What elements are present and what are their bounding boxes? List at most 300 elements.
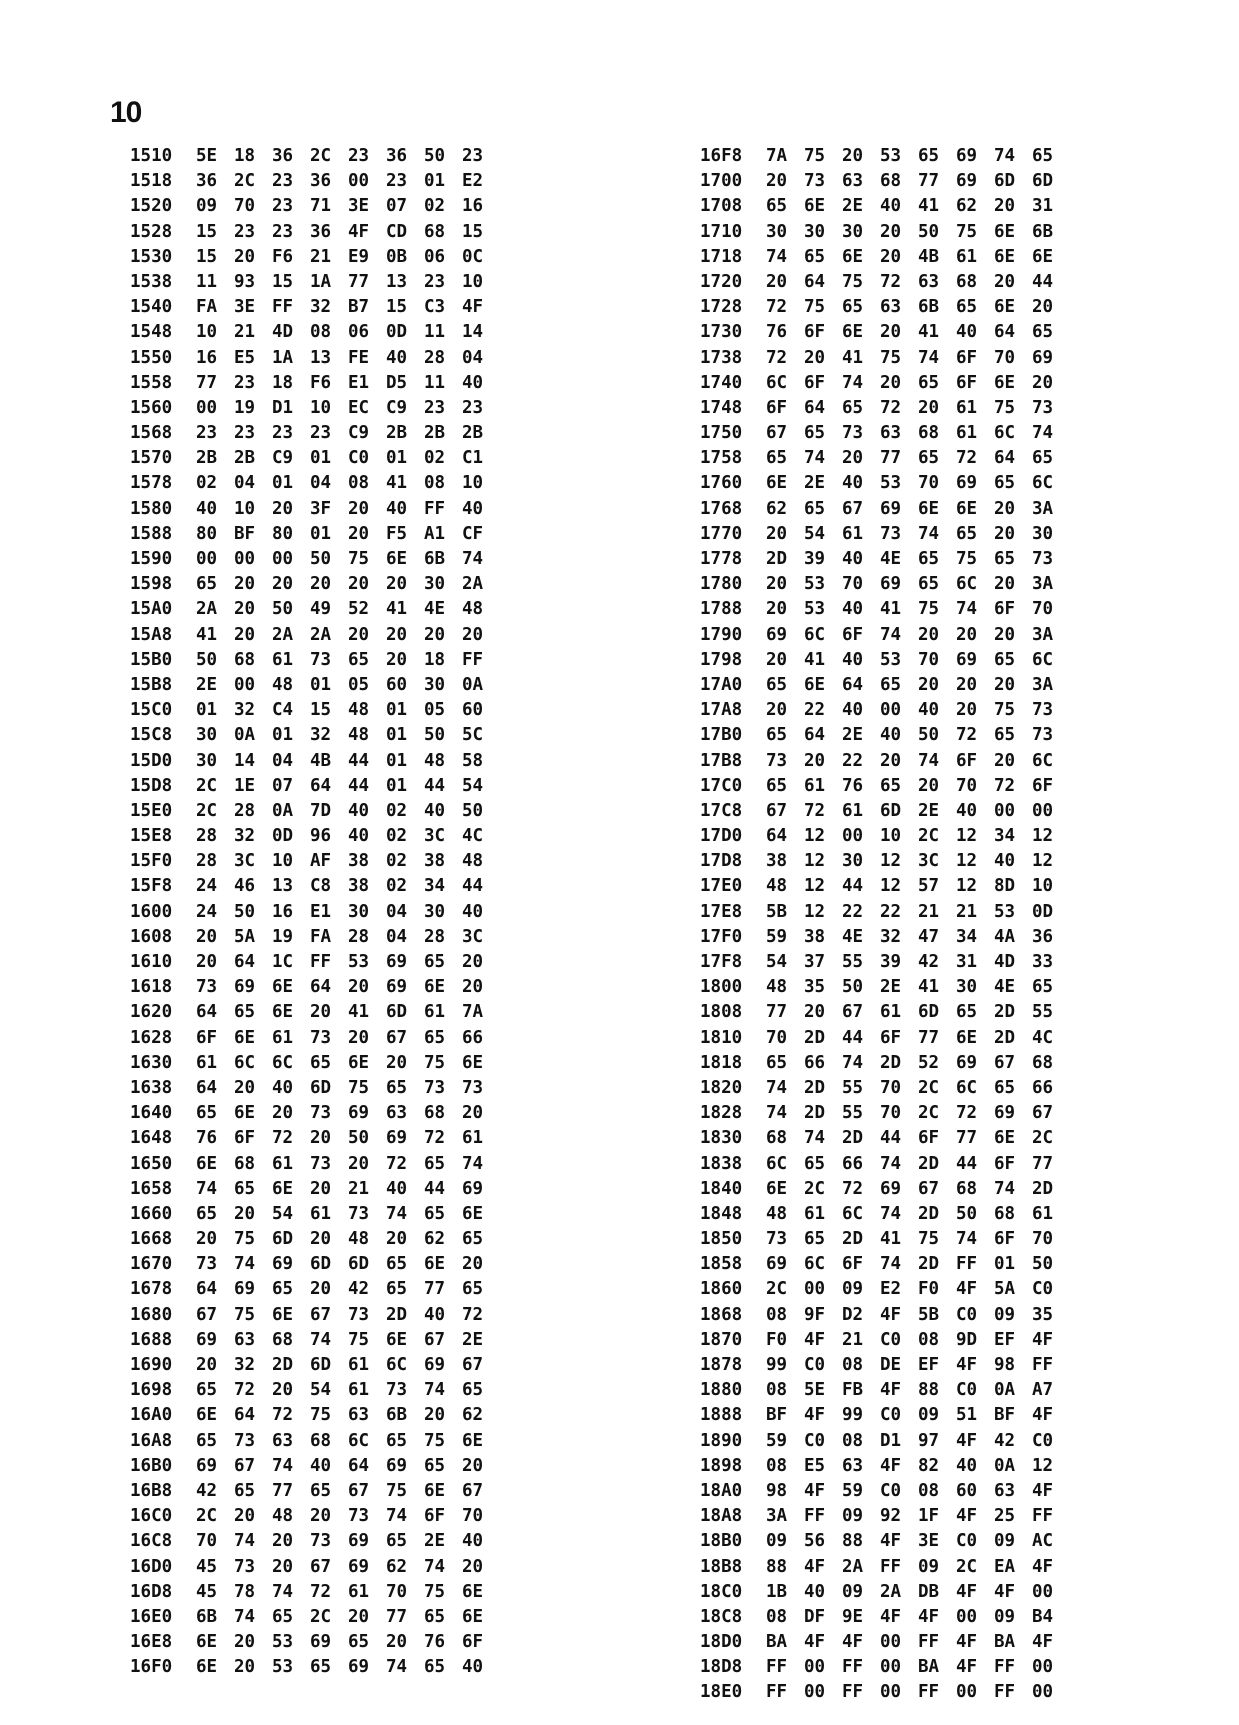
hex-byte: 31 xyxy=(1032,196,1054,217)
hex-byte: 10 xyxy=(1032,876,1054,897)
hex-byte: 75 xyxy=(918,599,940,620)
hex-byte: 08 xyxy=(918,1480,940,1501)
hex-byte: 00 xyxy=(804,1682,826,1703)
hex-byte: 74 xyxy=(766,1103,788,1124)
hex-byte: 6E xyxy=(272,1304,294,1325)
row-address: 1550 xyxy=(130,347,173,368)
hex-byte: 00 xyxy=(956,1682,978,1703)
hex-byte: 09 xyxy=(994,1531,1016,1552)
hex-byte: 0A xyxy=(994,1455,1016,1476)
hex-byte: 65 xyxy=(272,1279,294,1300)
hex-row xyxy=(130,169,500,194)
hex-byte: 74 xyxy=(766,246,788,267)
hex-byte: 6E xyxy=(956,498,978,519)
row-address: 1628 xyxy=(130,1027,173,1048)
hex-byte: 41 xyxy=(804,649,826,670)
hex-byte: 24 xyxy=(196,901,218,922)
hex-byte: 00 xyxy=(804,1279,826,1300)
hex-byte: 72 xyxy=(462,1304,484,1325)
hex-byte: 4F xyxy=(804,1556,826,1577)
hex-row xyxy=(700,547,1070,572)
hex-byte: 99 xyxy=(766,1355,788,1375)
hex-byte: 19 xyxy=(234,397,256,418)
hex-byte: 20 xyxy=(462,1254,484,1275)
hex-byte: DE xyxy=(880,1355,902,1375)
row-address: 15F0 xyxy=(130,851,173,872)
hex-byte: 20 xyxy=(424,624,446,645)
row-address: 1618 xyxy=(130,977,173,998)
hex-byte: 15 xyxy=(272,271,294,292)
hex-byte: 20 xyxy=(386,649,408,670)
hex-byte: 60 xyxy=(386,674,408,695)
hex-byte: 23 xyxy=(234,221,256,242)
hex-byte: 57 xyxy=(918,876,940,897)
hex-byte: 01 xyxy=(272,725,294,746)
hex-byte: 20 xyxy=(348,977,370,998)
hex-byte: 20 xyxy=(348,624,370,645)
hex-byte: 6E xyxy=(424,977,446,998)
hex-byte: 4B xyxy=(918,246,940,267)
hex-byte: 60 xyxy=(462,700,484,721)
row-address: 1600 xyxy=(130,901,173,922)
hex-row xyxy=(700,320,1070,345)
hex-byte: 02 xyxy=(386,851,408,872)
hex-byte: 61 xyxy=(424,1002,446,1023)
hex-byte: 09 xyxy=(766,1531,788,1552)
hex-byte: 08 xyxy=(766,1606,788,1627)
hex-byte: 6E xyxy=(424,1254,446,1275)
hex-byte: 70 xyxy=(462,1506,484,1527)
hex-byte: 6E xyxy=(956,1027,978,1048)
hex-byte: 23 xyxy=(272,423,294,444)
hex-byte: 6E xyxy=(766,473,788,494)
hex-byte: 63 xyxy=(386,1103,408,1124)
hex-byte: 02 xyxy=(196,473,218,494)
hex-byte: 63 xyxy=(880,297,902,318)
hex-byte: 77 xyxy=(424,1279,446,1300)
hex-byte: 20 xyxy=(234,599,256,620)
hex-byte: EA xyxy=(994,1556,1016,1577)
hex-byte: 71 xyxy=(310,196,332,217)
hex-byte: 4F xyxy=(994,1581,1016,1602)
hex-byte: 66 xyxy=(1032,1077,1054,1098)
hex-byte: 36 xyxy=(1032,926,1054,947)
hex-byte: 50 xyxy=(310,549,332,569)
hex-byte: 3C xyxy=(234,851,256,872)
hex-byte: 20 xyxy=(386,624,408,645)
row-address: 1768 xyxy=(700,498,743,519)
hex-byte: 67 xyxy=(234,1455,256,1476)
hex-byte: 4C xyxy=(462,826,484,847)
hex-byte: 44 xyxy=(348,750,370,771)
hex-byte: 69 xyxy=(956,473,978,494)
hex-byte: 33 xyxy=(1032,952,1054,972)
row-address: 1850 xyxy=(700,1229,743,1250)
hex-byte: 20 xyxy=(310,1229,332,1250)
hex-byte: 64 xyxy=(804,725,826,746)
hex-byte: 6F xyxy=(918,1128,940,1149)
hex-byte: 16 xyxy=(196,347,218,368)
hex-byte: 73 xyxy=(842,423,864,444)
hex-byte: 75 xyxy=(956,549,978,569)
hex-row xyxy=(130,1303,500,1328)
hex-byte: 41 xyxy=(880,1229,902,1250)
hex-byte: 20 xyxy=(766,599,788,620)
hex-byte: 12 xyxy=(804,901,826,922)
hex-byte: 16 xyxy=(462,196,484,217)
hex-byte: C9 xyxy=(386,397,408,418)
hex-byte: 6F xyxy=(1032,775,1054,796)
hex-byte: 70 xyxy=(1032,1229,1054,1250)
hex-byte: 72 xyxy=(956,448,978,469)
hex-byte: 62 xyxy=(956,196,978,217)
hex-byte: 52 xyxy=(918,1052,940,1073)
hex-row xyxy=(700,1051,1070,1076)
hex-byte: 80 xyxy=(272,523,294,544)
hex-byte: 10 xyxy=(234,498,256,519)
hex-byte: 70 xyxy=(918,473,940,494)
hex-byte: 2D xyxy=(1032,1178,1054,1199)
hex-byte: 88 xyxy=(918,1380,940,1401)
hex-byte: 4B xyxy=(310,750,332,771)
hex-byte: 6C xyxy=(804,624,826,645)
hex-byte: 42 xyxy=(348,1279,370,1300)
hex-byte: 12 xyxy=(956,851,978,872)
hex-byte: 15 xyxy=(462,221,484,242)
hex-byte: 96 xyxy=(310,826,332,847)
hex-byte: 65 xyxy=(766,196,788,217)
hex-byte: 2D xyxy=(766,549,788,569)
hex-byte: 6E xyxy=(994,221,1016,242)
hex-byte: 21 xyxy=(918,901,940,922)
hex-row xyxy=(130,295,500,320)
hex-byte: 20 xyxy=(842,146,864,166)
hex-byte: 65 xyxy=(766,1052,788,1073)
hex-row xyxy=(130,270,500,295)
hex-byte: 10 xyxy=(462,271,484,292)
row-address: 1680 xyxy=(130,1304,173,1325)
hex-byte: 20 xyxy=(462,977,484,998)
hex-byte: 69 xyxy=(956,649,978,670)
hex-byte: 4F xyxy=(1032,1480,1054,1501)
hex-byte: 69 xyxy=(348,1556,370,1577)
hex-byte: 00 xyxy=(842,826,864,847)
hex-byte: 70 xyxy=(234,196,256,217)
hex-byte: 74 xyxy=(956,1229,978,1250)
hex-byte: 40 xyxy=(956,1455,978,1476)
hex-byte: 12 xyxy=(1032,1455,1054,1476)
hex-byte: 20 xyxy=(234,1657,256,1678)
row-address: 1710 xyxy=(700,221,743,242)
hex-byte: FF xyxy=(310,952,332,972)
hex-byte: 68 xyxy=(234,649,256,670)
hex-byte: 72 xyxy=(272,1405,294,1426)
hex-byte: 74 xyxy=(880,624,902,645)
hex-byte: 44 xyxy=(424,775,446,796)
hex-byte: 65 xyxy=(386,1077,408,1098)
hex-byte: FA xyxy=(310,926,332,947)
hex-byte: 2C xyxy=(804,1178,826,1199)
hex-row xyxy=(700,673,1070,698)
hex-byte: 67 xyxy=(462,1355,484,1375)
hex-byte: 20 xyxy=(766,700,788,721)
hex-byte: 53 xyxy=(880,146,902,166)
hex-row xyxy=(130,698,500,723)
hex-byte: 72 xyxy=(766,297,788,318)
hex-byte: 4C xyxy=(1032,1027,1054,1048)
row-address: 18B8 xyxy=(700,1556,743,1577)
row-address: 16D8 xyxy=(130,1581,173,1602)
hex-byte: 23 xyxy=(272,171,294,192)
hex-byte: 77 xyxy=(272,1480,294,1501)
hex-byte: 40 xyxy=(196,498,218,519)
hex-byte: 6E xyxy=(196,1657,218,1678)
hex-byte: 16 xyxy=(272,901,294,922)
hex-byte: 12 xyxy=(880,876,902,897)
hex-byte: 10 xyxy=(462,473,484,494)
hex-row xyxy=(700,1026,1070,1051)
hex-byte: 98 xyxy=(994,1355,1016,1375)
hex-row xyxy=(130,1555,500,1580)
hex-byte: 65 xyxy=(424,1203,446,1224)
hex-byte: 20 xyxy=(386,574,408,595)
hex-byte: 70 xyxy=(842,574,864,595)
hex-byte: 69 xyxy=(386,952,408,972)
hex-byte: 6F xyxy=(842,1254,864,1275)
hex-byte: 08 xyxy=(310,322,332,343)
hex-byte: 4F xyxy=(880,1531,902,1552)
hex-byte: 72 xyxy=(842,1178,864,1199)
hex-byte: 93 xyxy=(234,271,256,292)
hex-byte: FF xyxy=(918,1632,940,1653)
hex-row xyxy=(700,497,1070,522)
hex-byte: DF xyxy=(804,1606,826,1627)
hex-byte: 28 xyxy=(348,926,370,947)
hex-byte: 3F xyxy=(310,498,332,519)
hex-byte: 61 xyxy=(804,1203,826,1224)
hex-byte: 20 xyxy=(880,372,902,393)
hex-byte: 1C xyxy=(272,952,294,972)
hex-byte: 65 xyxy=(310,1052,332,1073)
row-address: 1880 xyxy=(700,1380,743,1401)
hex-byte: 21 xyxy=(348,1178,370,1199)
row-address: 1830 xyxy=(700,1128,743,1149)
hex-byte: 20 xyxy=(462,624,484,645)
hex-byte: 68 xyxy=(310,1430,332,1451)
hex-row xyxy=(130,421,500,446)
hex-byte: 3A xyxy=(1032,624,1054,645)
hex-byte: 2D xyxy=(994,1027,1016,1048)
hex-byte: 48 xyxy=(348,700,370,721)
hex-byte: 44 xyxy=(842,876,864,897)
hex-byte: 2C xyxy=(918,1077,940,1098)
hex-byte: 23 xyxy=(234,372,256,393)
hex-byte: C1 xyxy=(462,448,484,469)
hex-byte: 40 xyxy=(310,1455,332,1476)
hex-byte: 12 xyxy=(956,826,978,847)
hex-row xyxy=(700,396,1070,421)
row-address: 1690 xyxy=(130,1355,173,1375)
hex-byte: 20 xyxy=(956,674,978,695)
hex-byte: 4D xyxy=(272,322,294,343)
row-address: 16C0 xyxy=(130,1506,173,1527)
row-address: 1888 xyxy=(700,1405,743,1426)
hex-byte: 69 xyxy=(462,1178,484,1199)
hex-byte: 48 xyxy=(272,674,294,695)
hex-byte: 6E xyxy=(462,1203,484,1224)
hex-row xyxy=(700,1152,1070,1177)
hex-byte: 21 xyxy=(310,246,332,267)
hex-byte: 3E xyxy=(234,297,256,318)
hex-byte: 77 xyxy=(880,448,902,469)
hex-byte: FB xyxy=(842,1380,864,1401)
hex-byte: 6F xyxy=(804,372,826,393)
hex-byte: 23 xyxy=(462,397,484,418)
hex-row xyxy=(130,749,500,774)
hex-byte: 02 xyxy=(424,196,446,217)
row-address: 17A8 xyxy=(700,700,743,721)
hex-byte: BA xyxy=(994,1632,1016,1653)
hex-byte: 4F xyxy=(956,1355,978,1375)
hex-byte: 01 xyxy=(310,448,332,469)
hex-byte: 2B xyxy=(424,423,446,444)
hex-byte: 65 xyxy=(804,423,826,444)
hex-row xyxy=(700,1303,1070,1328)
row-address: 1638 xyxy=(130,1077,173,1098)
row-address: 15F8 xyxy=(130,876,173,897)
hex-byte: BA xyxy=(766,1632,788,1653)
hex-byte: 59 xyxy=(842,1480,864,1501)
hex-byte: 4E xyxy=(880,549,902,569)
hex-row xyxy=(130,220,500,245)
hex-byte: 6B xyxy=(1032,221,1054,242)
row-address: 1898 xyxy=(700,1455,743,1476)
hex-byte: 40 xyxy=(880,725,902,746)
hex-byte: 73 xyxy=(804,171,826,192)
hex-row xyxy=(700,799,1070,824)
hex-row xyxy=(130,774,500,799)
hex-row xyxy=(700,245,1070,270)
hex-byte: 6E xyxy=(272,977,294,998)
hex-byte: 40 xyxy=(272,1077,294,1098)
hex-row xyxy=(700,900,1070,925)
hex-byte: 72 xyxy=(272,1128,294,1149)
hex-byte: 73 xyxy=(348,1203,370,1224)
hex-byte: 70 xyxy=(196,1531,218,1552)
hex-byte: 61 xyxy=(348,1355,370,1375)
hex-byte: 22 xyxy=(880,901,902,922)
hex-byte: 4F xyxy=(804,1632,826,1653)
row-address: 1780 xyxy=(700,574,743,595)
hex-byte: 52 xyxy=(348,599,370,620)
hex-byte: 75 xyxy=(842,271,864,292)
hex-byte: 9F xyxy=(804,1304,826,1325)
hex-byte: 73 xyxy=(766,750,788,771)
hex-byte: 23 xyxy=(348,146,370,166)
row-address: 1800 xyxy=(700,977,743,998)
hex-byte: 97 xyxy=(918,1430,940,1451)
hex-byte: 69 xyxy=(880,498,902,519)
hex-byte: 69 xyxy=(196,1455,218,1476)
hex-row xyxy=(700,1403,1070,1428)
hex-byte: 68 xyxy=(424,221,446,242)
hex-byte: F6 xyxy=(272,246,294,267)
hex-byte: FF xyxy=(842,1682,864,1703)
hex-byte: 73 xyxy=(310,1531,332,1552)
hex-byte: 54 xyxy=(310,1380,332,1401)
hex-byte: 00 xyxy=(880,700,902,721)
hex-byte: 36 xyxy=(272,146,294,166)
row-address: 1798 xyxy=(700,649,743,670)
hex-byte: 05 xyxy=(424,700,446,721)
hex-byte: 2D xyxy=(842,1229,864,1250)
hex-byte: 65 xyxy=(918,448,940,469)
hex-byte: 6E xyxy=(386,1329,408,1350)
hex-byte: 65 xyxy=(386,1254,408,1275)
hex-byte: 25 xyxy=(994,1506,1016,1527)
hex-byte: 15 xyxy=(310,700,332,721)
hex-byte: 74 xyxy=(196,1178,218,1199)
hex-byte: 65 xyxy=(918,574,940,595)
hex-byte: 77 xyxy=(1032,1153,1054,1174)
hex-byte: 63 xyxy=(348,1405,370,1426)
row-address: 16C8 xyxy=(130,1531,173,1552)
hex-byte: 23 xyxy=(272,196,294,217)
hex-byte: 69 xyxy=(880,1178,902,1199)
hex-byte: 65 xyxy=(994,549,1016,569)
hex-row xyxy=(130,1026,500,1051)
hex-byte: 63 xyxy=(272,1430,294,1451)
hex-byte: 61 xyxy=(310,1203,332,1224)
hex-byte: 6C xyxy=(804,1254,826,1275)
hex-row xyxy=(130,1479,500,1504)
hex-row xyxy=(700,1655,1070,1680)
hex-byte: 20 xyxy=(766,649,788,670)
hex-byte: 82 xyxy=(918,1455,940,1476)
hex-byte: 73 xyxy=(766,1229,788,1250)
hex-byte: 31 xyxy=(956,952,978,972)
row-address: 1510 xyxy=(130,146,173,166)
hex-byte: 05 xyxy=(348,674,370,695)
hex-byte: 75 xyxy=(804,146,826,166)
hex-byte: 50 xyxy=(348,1128,370,1149)
hex-byte: 40 xyxy=(804,1581,826,1602)
hex-row xyxy=(700,1000,1070,1025)
row-address: 1648 xyxy=(130,1128,173,1149)
hex-byte: 68 xyxy=(272,1329,294,1350)
hex-byte: 75 xyxy=(956,221,978,242)
row-address: 1558 xyxy=(130,372,173,393)
hex-byte: 72 xyxy=(956,1103,978,1124)
hex-byte: 88 xyxy=(842,1531,864,1552)
hex-byte: FF xyxy=(766,1657,788,1678)
hex-byte: 66 xyxy=(842,1153,864,1174)
hex-byte: 01 xyxy=(386,725,408,746)
hex-byte: 4F xyxy=(956,1430,978,1451)
hex-byte: 67 xyxy=(918,1178,940,1199)
hex-byte: 64 xyxy=(196,1279,218,1300)
hex-byte: 28 xyxy=(234,800,256,821)
hex-byte: 65 xyxy=(424,1606,446,1627)
hex-byte: 28 xyxy=(424,926,446,947)
hex-byte: 73 xyxy=(880,523,902,544)
hex-byte: 41 xyxy=(918,977,940,998)
row-address: 15C0 xyxy=(130,700,173,721)
hex-byte: C0 xyxy=(1032,1430,1054,1451)
hex-byte: 70 xyxy=(1032,599,1054,620)
hex-byte: 74 xyxy=(880,1254,902,1275)
hex-byte: 40 xyxy=(956,322,978,343)
